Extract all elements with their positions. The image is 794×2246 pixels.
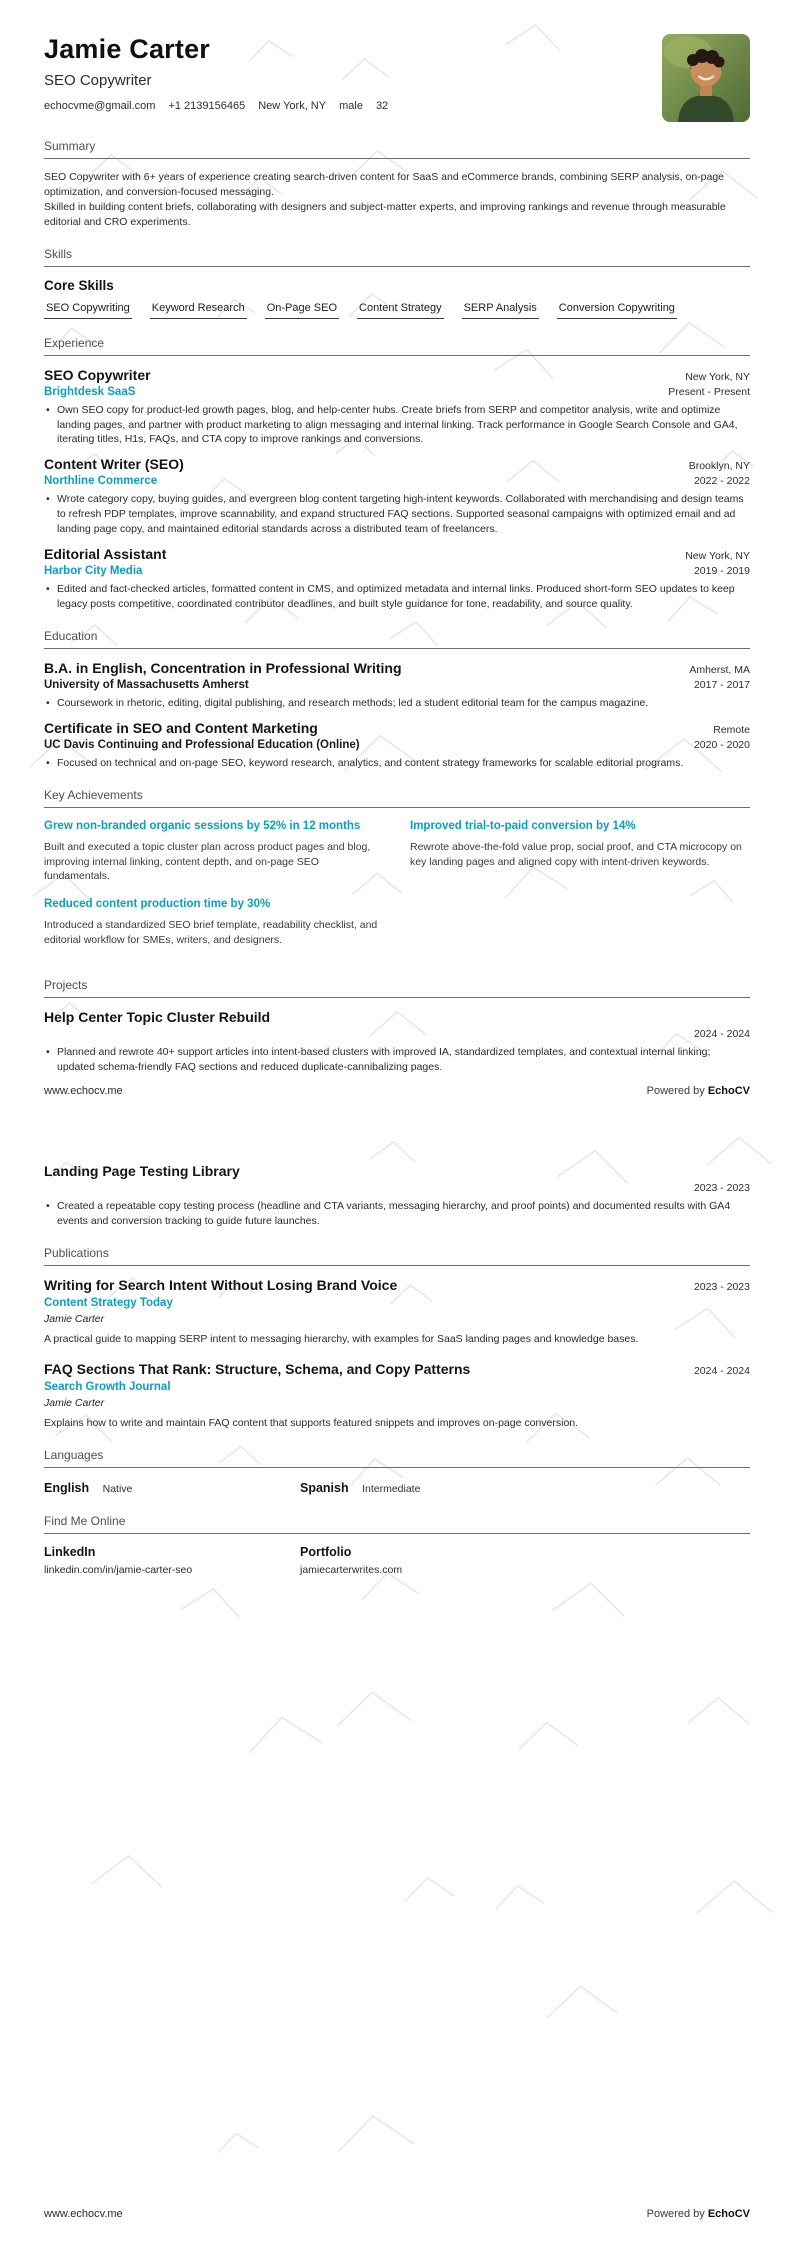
publication-entry xyxy=(44,1277,750,1347)
publication-dates: 2024 - 2024 xyxy=(693,1364,750,1377)
contact-age: 32 xyxy=(375,100,389,112)
education-bullet: • Coursework in rhetoric, editing, digital publishing, and research methods; led a student editorial team for the campus magazine. xyxy=(44,696,750,711)
skill-item: Content Strategy xyxy=(357,302,444,319)
skill-item: SEO Copywriting xyxy=(44,302,132,319)
online-item xyxy=(300,1545,750,1576)
publication-source-link[interactable]: Content Strategy Today xyxy=(44,1296,173,1309)
footer-brand-link[interactable]: EchoCV xyxy=(707,2208,750,2220)
language-item xyxy=(300,1479,750,1497)
job-location: New York, NY xyxy=(685,550,750,563)
footer-powered-prefix: Powered by xyxy=(646,1085,708,1097)
education-dates: 2017 - 2017 xyxy=(693,678,750,691)
section-projects xyxy=(44,978,750,1075)
education-bullets xyxy=(44,756,750,771)
section-experience xyxy=(44,336,750,612)
publication-dates: 2023 - 2023 xyxy=(693,1280,750,1293)
job-bullets xyxy=(44,403,750,448)
project-bullets xyxy=(44,1045,750,1075)
summary-section-label: Summary xyxy=(44,139,750,159)
section-summary xyxy=(44,139,750,230)
header-identity xyxy=(44,34,388,112)
education-entry xyxy=(44,660,750,711)
language-name: Spanish xyxy=(300,1480,349,1495)
contact-row xyxy=(44,100,388,112)
achievements-section-label: Key Achievements xyxy=(44,788,750,808)
section-education xyxy=(44,629,750,771)
entry-sub xyxy=(44,565,750,577)
education-bullets xyxy=(44,696,750,711)
entry-head xyxy=(44,456,750,472)
language-level: Native xyxy=(102,1482,133,1495)
entry-head xyxy=(44,720,750,736)
entry-head xyxy=(44,660,750,676)
achievement-text: Rewrote above-the-fold value prop, social proof, and CTA microcopy on key landing pages and aligned copy with intent-driven keywords. xyxy=(410,840,742,868)
online-list xyxy=(44,1545,750,1576)
languages-list xyxy=(44,1479,750,1497)
entry-sub xyxy=(44,475,750,487)
profile-photo xyxy=(662,34,750,122)
project-bullets xyxy=(44,1199,750,1229)
footer-powered-by xyxy=(647,2208,750,2220)
experience-entry xyxy=(44,367,750,448)
school-name: University of Massachusetts Amherst xyxy=(44,678,249,691)
job-bullet: • Wrote category copy, buying guides, and evergreen blog content targeting high-intent keywords. Collaborated with merchandising and design teams to refresh PDP templates, improve scannability, and expand structured FAQ sections. Supported seasonal campaigns with optimized email and ad landing page copy, and maintained editorial standards across a distributed team of freelancers. xyxy=(44,492,750,537)
publication-source-link[interactable]: Search Growth Journal xyxy=(44,1380,171,1393)
job-location: Brooklyn, NY xyxy=(688,460,750,473)
education-dates: 2020 - 2020 xyxy=(693,738,750,751)
section-skills xyxy=(44,247,750,319)
company-link[interactable]: Northline Commerce xyxy=(44,475,158,488)
contact-location: New York, NY xyxy=(258,100,327,112)
achievements-column xyxy=(44,819,384,961)
publication-title: FAQ Sections That Rank: Structure, Schema, and Copy Patterns xyxy=(44,1360,471,1377)
job-location: New York, NY xyxy=(685,370,750,383)
online-platform: LinkedIn xyxy=(44,1544,96,1559)
project-bullet: • Planned and rewrote 40+ support articles into intent-based clusters with improved IA, standardized templates, and contextual internal linking; updated schema-friendly FAQ sections and reduced duplicate-cannibalizing pages. xyxy=(44,1045,750,1075)
school-name: UC Davis Continuing and Professional Education (Online) xyxy=(44,738,360,751)
page-2 xyxy=(0,1123,794,2246)
job-bullets xyxy=(44,582,750,612)
contact-phone: +1 2139156465 xyxy=(168,100,246,112)
page-footer xyxy=(44,2208,750,2220)
project-dates: 2024 - 2024 xyxy=(693,1028,750,1041)
achievement-title: Reduced content production time by 30% xyxy=(44,898,271,911)
achievements-grid xyxy=(44,819,750,961)
entry-sub xyxy=(44,739,750,751)
project-dates: 2023 - 2023 xyxy=(693,1182,750,1194)
experience-section-label: Experience xyxy=(44,336,750,356)
skills-list xyxy=(44,302,750,319)
skill-item: Keyword Research xyxy=(150,302,247,319)
achievement-item xyxy=(410,819,750,870)
languages-section-label: Languages xyxy=(44,1448,750,1468)
online-url-link[interactable]: jamiecarterwrites.com xyxy=(300,1563,403,1576)
footer-site-link[interactable]: www.echocv.me xyxy=(44,1085,123,1097)
achievement-title: Grew non-branded organic sessions by 52% in 12 months xyxy=(44,819,361,832)
achievement-item xyxy=(44,897,384,948)
footer-brand-link[interactable]: EchoCV xyxy=(707,1085,750,1097)
job-dates: Present - Present xyxy=(668,385,750,398)
person-job-title: SEO Copywriter xyxy=(44,72,152,89)
online-section-label: Find Me Online xyxy=(44,1514,750,1534)
degree-title: Certificate in SEO and Content Marketing xyxy=(44,719,318,736)
job-title: SEO Copywriter xyxy=(44,366,151,383)
publication-author: Jamie Carter xyxy=(44,1396,105,1409)
section-languages xyxy=(44,1448,750,1497)
entry-head xyxy=(44,367,750,383)
footer-powered-prefix: Powered by xyxy=(646,2208,708,2220)
online-item xyxy=(44,1545,300,1576)
job-dates: 2022 - 2022 xyxy=(693,475,750,488)
publication-author: Jamie Carter xyxy=(44,1312,105,1325)
school-location: Remote xyxy=(713,723,750,736)
header xyxy=(44,34,750,122)
person-name: Jamie Carter xyxy=(44,34,210,64)
skill-item: SERP Analysis xyxy=(462,302,539,319)
achievement-title: Improved trial-to-paid conversion by 14% xyxy=(410,819,636,832)
profile-photo-image xyxy=(662,34,750,122)
job-title: Editorial Assistant xyxy=(44,546,167,563)
projects-section-label: Projects xyxy=(44,978,750,998)
publication-entry xyxy=(44,1361,750,1431)
skill-item: Conversion Copywriting xyxy=(557,302,677,319)
experience-entry xyxy=(44,546,750,612)
language-name: English xyxy=(44,1480,90,1495)
publication-title: Writing for Search Intent Without Losing Brand Voice xyxy=(44,1276,398,1293)
entry-sub xyxy=(44,386,750,398)
contact-gender: male xyxy=(339,100,363,112)
school-location: Amherst, MA xyxy=(689,663,750,676)
achievement-text: Introduced a standardized SEO brief template, readability checklist, and editorial workflow for SMEs, writers, and designers. xyxy=(44,919,378,947)
project-date-row xyxy=(44,1028,750,1040)
job-dates: 2019 - 2019 xyxy=(693,565,750,578)
project-title: Landing Page Testing Library xyxy=(44,1163,240,1179)
achievement-text: Built and executed a topic cluster plan across product pages and blog, improving internal linking, content depth, and on-page SEO fundamentals. xyxy=(44,840,371,883)
footer-powered-by xyxy=(647,1085,750,1097)
achievement-item xyxy=(44,819,384,885)
entry-head xyxy=(44,1163,750,1179)
job-title: Content Writer (SEO) xyxy=(44,456,184,473)
education-entry xyxy=(44,720,750,771)
entry-sub xyxy=(44,679,750,691)
online-platform: Portfolio xyxy=(300,1544,352,1559)
publication-description: A practical guide to mapping SERP intent to messaging hierarchy, with examples for SaaS landing pages and knowledge bases. xyxy=(44,1332,639,1345)
company-link[interactable]: Brightdesk SaaS xyxy=(44,385,136,398)
degree-title: B.A. in English, Concentration in Professional Writing xyxy=(44,659,402,676)
education-bullet: • Focused on technical and on-page SEO, keyword research, analytics, and content strategy frameworks for scalable editorial programs. xyxy=(44,756,750,771)
entry-head xyxy=(44,1361,750,1377)
skill-item: On-Page SEO xyxy=(265,302,339,319)
entry-head xyxy=(44,1009,750,1025)
section-achievements xyxy=(44,788,750,961)
project-title: Help Center Topic Cluster Rebuild xyxy=(44,1009,271,1026)
project-date-row xyxy=(44,1182,750,1194)
language-item xyxy=(44,1479,300,1497)
skills-section-label: Skills xyxy=(44,247,750,267)
project-bullet: • Created a repeatable copy testing process (headline and CTA variants, messaging hierarchy, and proof points) and documented results with GA4 events and conversion tracking to guide future launches. xyxy=(44,1199,750,1229)
entry-head xyxy=(44,1277,750,1293)
education-section-label: Education xyxy=(44,629,750,649)
job-bullet: • Edited and fact-checked articles, formatted content in CMS, and optimized metadata and internal links. Produced short-form SEO updates to keep legacy posts competitive, coordinated contributor deadlines, and built style guidance for tone, readability, and source quality. xyxy=(44,582,750,612)
experience-entry xyxy=(44,456,750,537)
entry-head xyxy=(44,546,750,562)
summary-paragraph: Skilled in building content briefs, collaborating with designers and subject-matter experts, and improving rankings and revenue through measurable editorial and CRO experiments. xyxy=(44,200,726,228)
language-level: Intermediate xyxy=(362,1482,421,1495)
project-entry xyxy=(44,1009,750,1075)
job-bullet: • Own SEO copy for product-led growth pages, blog, and help-center hubs. Create briefs from SERP and competitor analysis, write and optimize landing pages, and partner with product marketing to align messaging and internal linking. Track performance in Google Search Console and GA4, iterating titles, H1s, FAQs, and CTA copy to improve rankings and conversions. xyxy=(44,403,750,448)
achievements-column xyxy=(410,819,750,961)
publication-description: Explains how to write and maintain FAQ content that supports featured snippets and improves on-page conversion. xyxy=(44,1416,579,1429)
section-publications xyxy=(44,1246,750,1431)
project-entry xyxy=(44,1163,750,1229)
footer-site-link[interactable]: www.echocv.me xyxy=(44,2208,123,2220)
section-find-me-online xyxy=(44,1514,750,1576)
summary-paragraph: SEO Copywriter with 6+ years of experience creating search-driven content for SaaS and eCommerce brands, combining SERP analysis, on-page optimization, and conversion-focused messaging. xyxy=(44,171,725,198)
company-link[interactable]: Harbor City Media xyxy=(44,565,143,578)
online-url-link[interactable]: linkedin.com/in/jamie-carter-seo xyxy=(44,1563,193,1576)
skills-group-title: Core Skills xyxy=(44,277,114,293)
job-bullets xyxy=(44,492,750,537)
publications-section-label: Publications xyxy=(44,1246,750,1266)
contact-email[interactable]: echocvme@gmail.com xyxy=(44,100,156,112)
page-footer xyxy=(44,1085,750,1097)
